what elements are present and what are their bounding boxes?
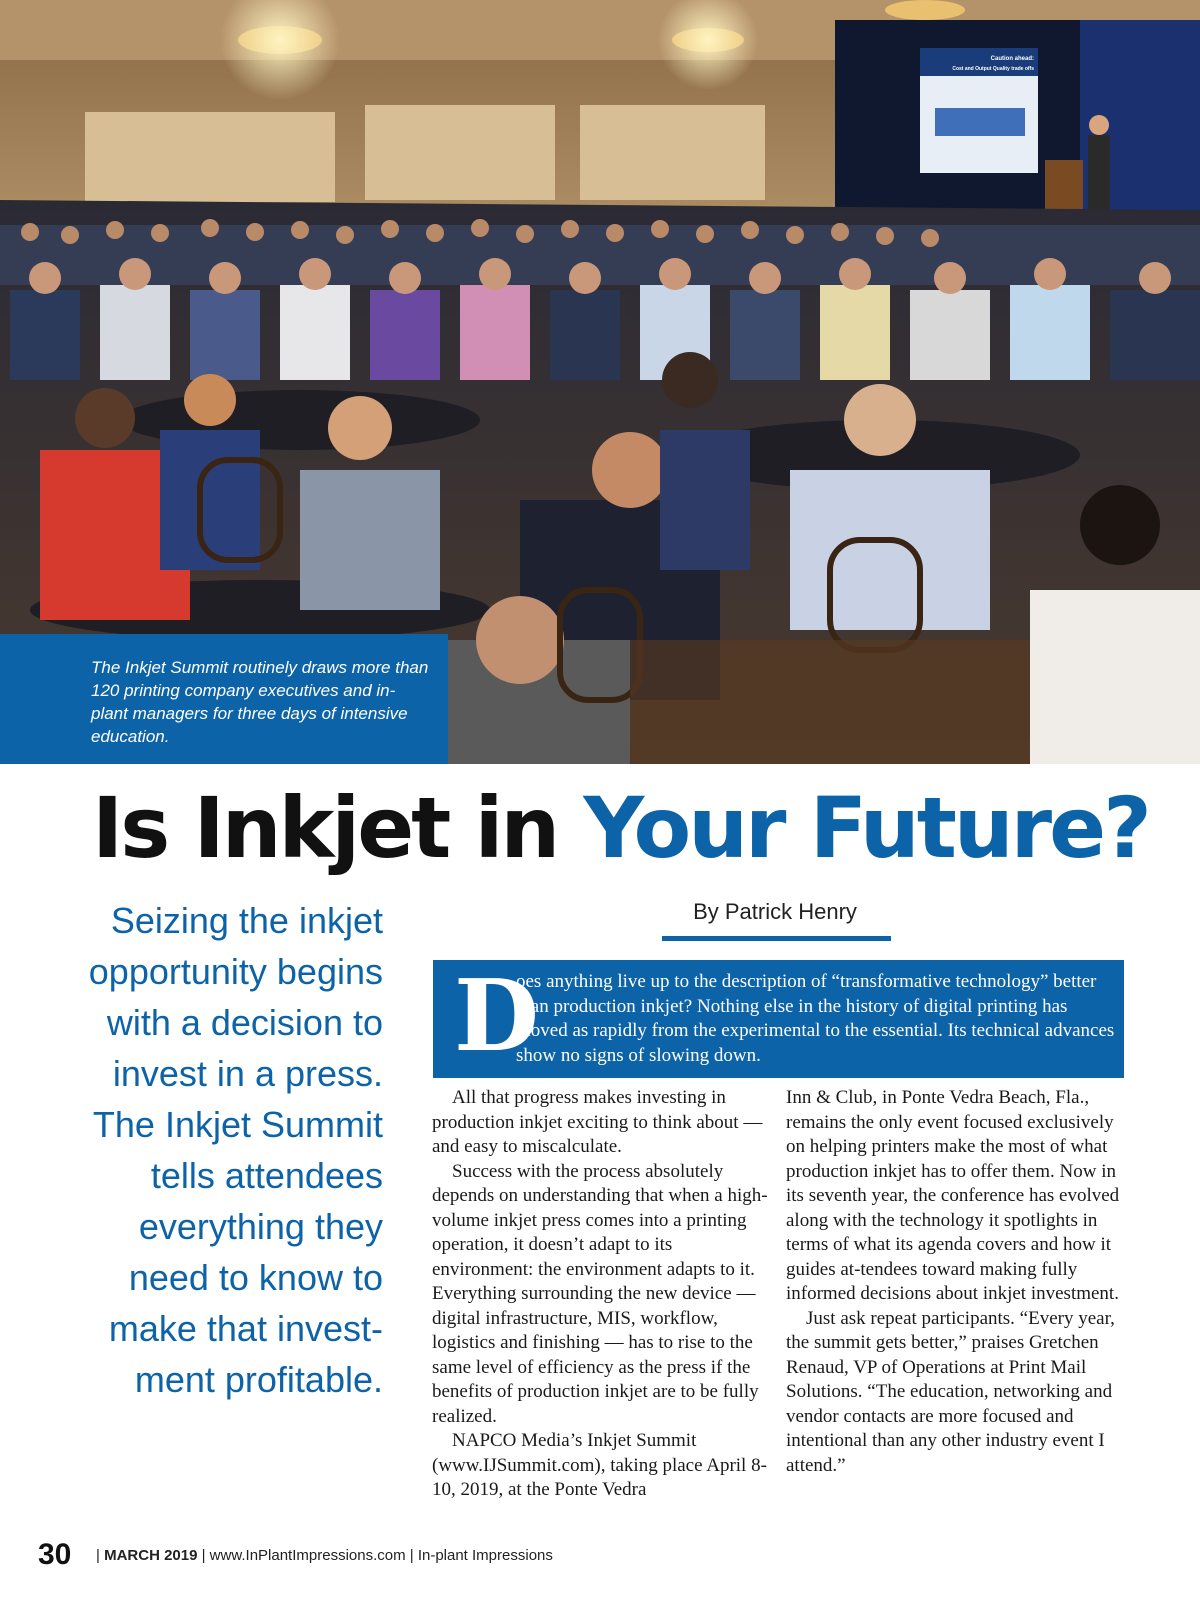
body-paragraph: All that progress makes investing in production inkjet exciting to think about — and easy to miscalculate.	[432, 1087, 763, 1157]
body-column-1	[432, 1086, 772, 1503]
body-paragraph: NAPCO Media’s Inkjet Summit (www.IJSummit.com), taking place April 8-10, 2019, at the Ponte Vedra	[432, 1430, 767, 1500]
body-paragraph: Success with the process absolutely depends on understanding that when a high-volume inkjet press comes into a printing operation, it doesn’t adapt to its environment: the environment adapts to it. Everything surrounding the new device — digital infrastructure, MIS, workflow, logistics and finishing — has to rise to the same level of efficiency as the press if the benefits of production inkjet are to be fully realized.	[432, 1160, 768, 1427]
footer-publication: | www.InPlantImpressions.com | In-plant Impressions	[197, 1547, 553, 1564]
page-number: 30	[38, 1538, 72, 1571]
lede-text: oes anything live up to the description of “transformative technology” better than production inkjet? Nothing else in the history of digital printing has moved as rapidly from the experimental to the essential. Its technical advances show no signs of slowing down.	[516, 971, 1115, 1066]
body-paragraph: Inn & Club, in Ponte Vedra Beach, Fla., remains the only event focused exclusively on helping printers make the most of what production inkjet has to offer them. Now in its seventh year, the conference has evolved along with the technology it spotlights in terms of what its agenda covers and how it guides at-tendees toward making fully informed decisions about inkjet investment.	[786, 1087, 1120, 1304]
footer-separator: |	[96, 1547, 105, 1564]
deck: Seizing the inkjet opportunity begins with a decision to invest in a press. The Inkjet Summit tells attendees everything they need to know to make that invest-ment profitable.	[88, 900, 383, 1400]
body-paragraph: Just ask repeat participants. “Every year, the summit gets better,” praises Gretchen Renaud, VP of Operations at Print Mail Solutions. “The education, networking and vendor contacts are more focused and intentional than any other industry event I attend.”	[786, 1307, 1115, 1476]
drop-cap: D	[454, 959, 539, 1074]
body-column-2	[786, 1086, 1126, 1478]
headline-part1: Is Inkjet in	[92, 779, 584, 877]
slide-title-line2: Cost and Output Quality trade offs	[952, 66, 1034, 72]
byline-rule	[662, 936, 891, 941]
photo-caption: The Inkjet Summit routinely draws more than 120 printing company executives and in-plant managers for three days of intensive education.	[91, 658, 429, 746]
footer-date: MARCH 2019	[104, 1547, 198, 1564]
headline	[92, 778, 1149, 878]
headline-part2: Your Future?	[583, 779, 1149, 877]
byline: By Patrick Henry	[693, 899, 857, 924]
slide-title-line1: Caution ahead:	[990, 56, 1034, 62]
running-footer	[96, 1547, 553, 1564]
